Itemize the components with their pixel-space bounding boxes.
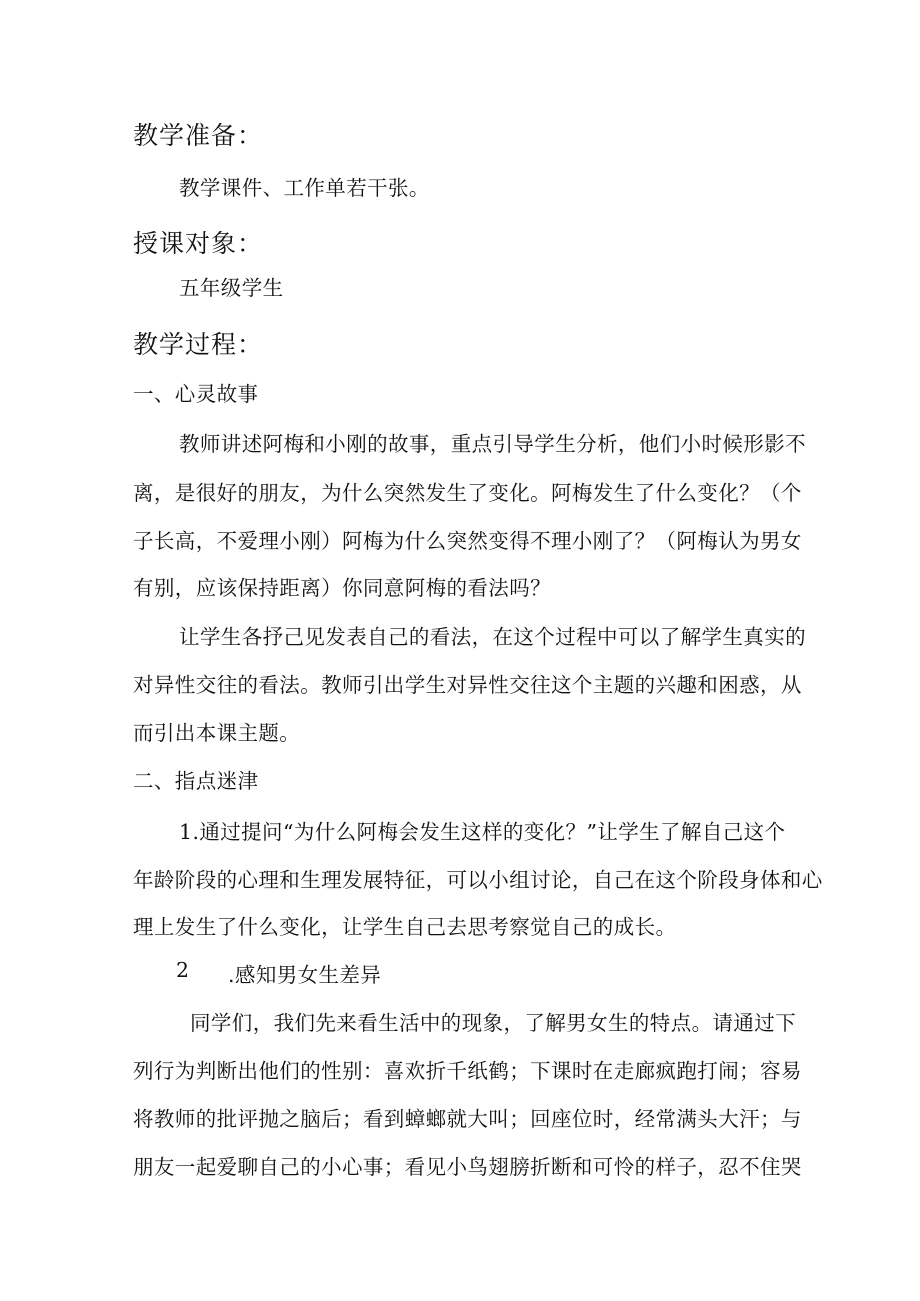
prep-heading: 教学准备： xyxy=(133,121,264,150)
section2-item1-line: 年龄阶段的心理和生理发展特征，可以小组讨论，自己在这个阶段身体和心 xyxy=(133,868,823,892)
section2-title: 二、指点迷津 xyxy=(133,769,259,793)
section2-para3-line: 将教师的批评抛之脑后；看到蟑螂就大叫；回座位时，经常满头大汗；与 xyxy=(133,1107,802,1131)
section2-item2-title: .感知男女生差异 xyxy=(228,963,382,987)
section2-para3-line: 同学们，我们先来看生活中的现象，了解男女生的特点。请通过下 xyxy=(190,1011,797,1035)
section2-item2-number: 2 xyxy=(176,958,190,982)
audience-heading: 授课对象： xyxy=(133,229,264,258)
prep-content: 教学课件、工作单若干张。 xyxy=(179,176,430,200)
section1-para1-line: 离，是很好的朋友，为什么突然发生了变化。阿梅发生了什么变化？（个 xyxy=(133,481,802,505)
process-heading: 教学过程： xyxy=(133,330,264,359)
section2-item1-line: 1.通过提问“为什么阿梅会发生这样的变化？”让学生了解自己这个 xyxy=(179,820,786,844)
section2-para3-line: 列行为判断出他们的性别：喜欢折千纸鹤；下课时在走廊疯跑打闹；容易 xyxy=(133,1059,802,1083)
section1-para2-line: 而引出本课主题。 xyxy=(133,721,301,745)
section1-para1-line: 有别，应该保持距离）你同意阿梅的看法吗？ xyxy=(133,576,551,600)
section1-title: 一、心灵故事 xyxy=(133,382,259,406)
section2-item1-line: 理上发生了什么变化，让学生自己去思考察觉自己的成长。 xyxy=(133,915,677,939)
section1-para2-line: 让学生各抒己见发表自己的看法，在这个过程中可以了解学生真实的 xyxy=(179,625,806,649)
section1-para1-line: 子长高，不爱理小刚）阿梅为什么突然变得不理小刚了？（阿梅认为男女 xyxy=(133,529,802,553)
section2-para3-line: 朋友一起爱聊自己的小心事；看见小鸟翅膀折断和可怜的样子，忍不住哭 xyxy=(133,1155,802,1179)
section1-para2-line: 对异性交往的看法。教师引出学生对异性交往这个主题的兴趣和困惑，从 xyxy=(133,673,802,697)
section1-para1-line: 教师讲述阿梅和小刚的故事，重点引导学生分析，他们小时候形影不 xyxy=(179,432,806,456)
audience-content: 五年级学生 xyxy=(179,276,284,300)
